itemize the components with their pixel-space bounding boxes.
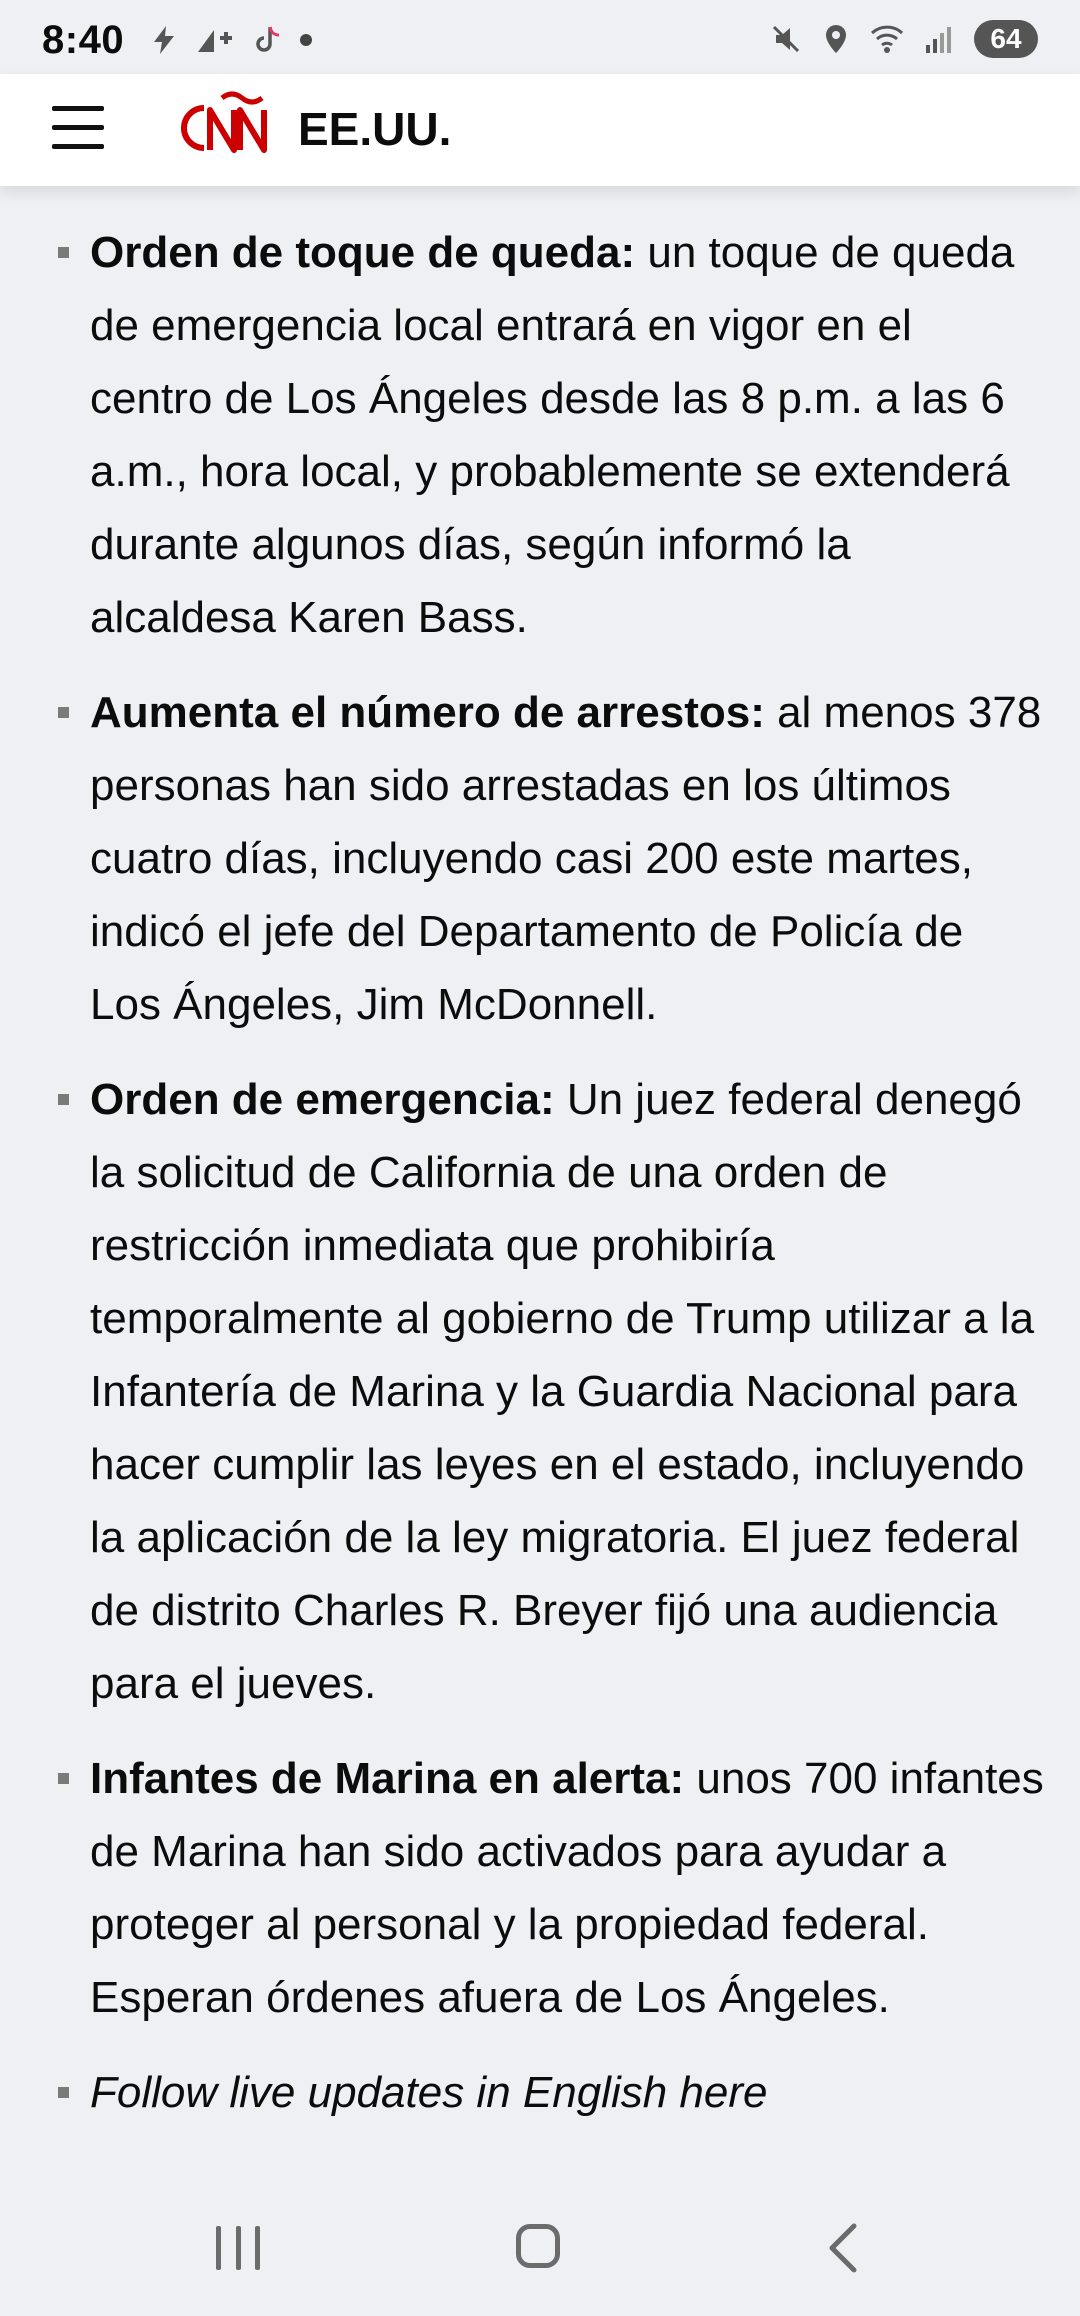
bullet-heading: Aumenta el número de arrestos: [90,688,765,737]
wifi-icon [870,23,906,55]
list-item [0,216,1080,654]
hamburger-menu-icon[interactable] [52,106,104,150]
status-bar [0,0,1080,74]
flash-icon [148,24,180,56]
article-body [0,186,1080,2180]
system-navigation-bar [0,2180,1080,2316]
notification-dot [300,34,312,46]
bullet-text: Un juez federal denegó la solicitud de California de una orden de restricción inmediata que prohibiría temporalmente al gobierno de Trump utilizar a la Infantería de Marina y la Guardia Nacional para hacer cumplir las leyes en el estado, incluyendo la aplicación de la ley migratoria. El juez federal de distrito Charles R. Breyer fijó una audiencia para el jueves. [90,1075,1035,1708]
cnn-logo[interactable] [164,88,280,168]
bullet-marker [58,2087,69,2098]
bullet-list [0,216,1080,2151]
tiktok-icon [252,24,284,56]
bullet-heading: Infantes de Marina en alerta: [90,1754,685,1803]
bullet-heading: Orden de emergencia: [90,1075,555,1124]
back-icon[interactable] [820,2222,868,2274]
bullet-marker [58,707,69,718]
bullet-text: al menos 378 personas han sido arrestadas en los últimos cuatro días, incluyendo casi 200 este martes, indicó el jefe del Departamento de Policía de Los Ángeles, Jim McDonnell. [90,688,1042,1029]
bullet-text: un toque de queda de emergencia local entrará en vigor en el centro de Los Ángeles desde las 8 p.m. a las 6 a.m., hora local, y probablemente se extenderá durante algunos días, según informó la alcaldesa Karen Bass. [90,228,1015,642]
mobile-data-icon [196,24,236,56]
list-item [0,1742,1080,2034]
mute-icon [770,23,802,55]
bullet-marker [58,247,69,258]
bullet-marker [58,1094,69,1105]
battery-indicator: 64 [974,20,1038,58]
bullet-marker [58,1773,69,1784]
home-icon[interactable] [516,2224,560,2268]
app-header [0,74,1080,186]
bullet-heading: Orden de toque de queda: [90,228,636,277]
location-icon [820,23,852,55]
live-updates-link-item[interactable] [0,2056,1080,2129]
status-time: 8:40 [42,18,125,62]
bullet-text: unos 700 infantes de Marina han sido activados para ayudar a proteger al personal y la propiedad federal. Esperan órdenes afuera de Los Ángeles. [90,1754,1044,2022]
edition-label[interactable]: EE.UU. [298,103,452,155]
list-item [0,676,1080,1041]
live-updates-link[interactable]: Follow live updates in English here [90,2068,768,2117]
list-item [0,1063,1080,1720]
signal-icon [924,23,956,55]
recent-apps-icon[interactable] [216,2226,260,2270]
